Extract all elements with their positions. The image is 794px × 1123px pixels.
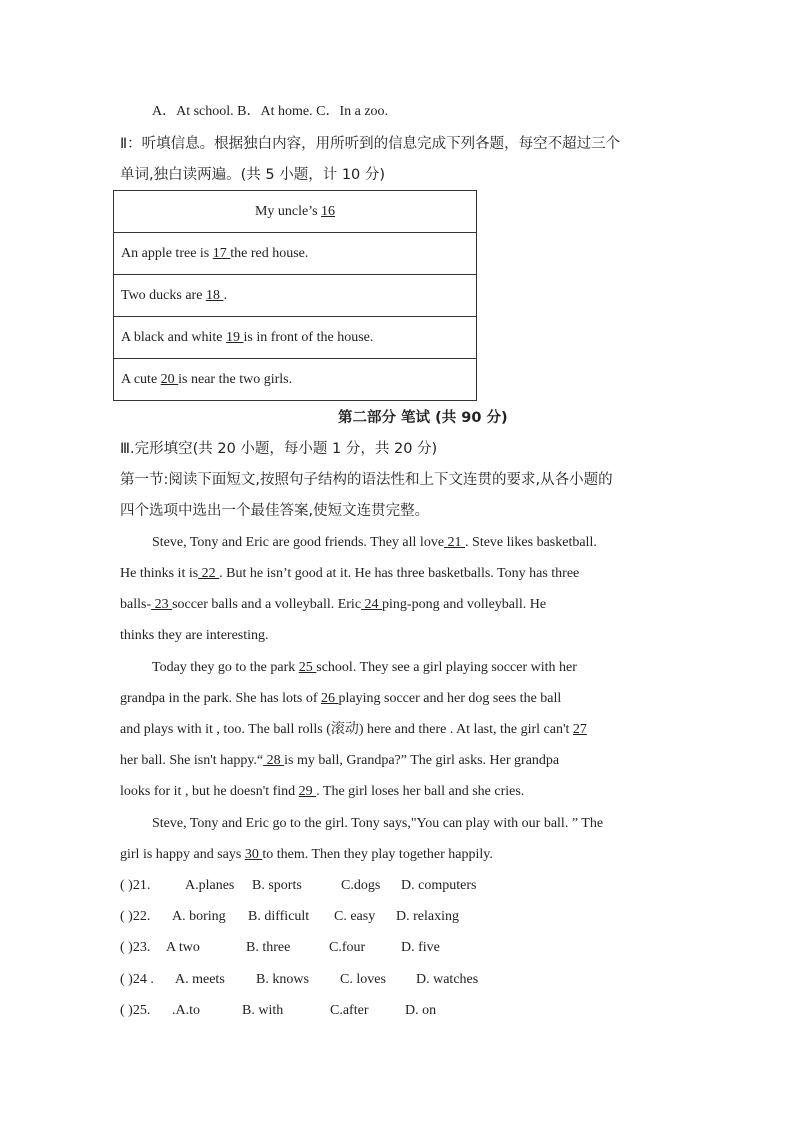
part-2-title: 第二部分 笔试 (共 90 分)	[338, 410, 508, 426]
passage-line: and plays with it , too. The ball rolls (滚动) here and there . At last, the girl can't 27	[120, 722, 587, 737]
section-1-instruction: 第一节:阅读下面短文,按照句子结构的语法性和上下文连贯的要求,从各小题的	[120, 472, 613, 488]
section-3-heading: Ⅲ.完形填空(共 20 小题，每小题 1 分，共 20 分)	[120, 441, 438, 457]
passage-line: thinks they are interesting.	[120, 628, 269, 643]
table-row	[114, 275, 477, 317]
passage-line: Steve, Tony and Eric are good friends. They all love 21 . Steve likes basketball.	[152, 535, 597, 550]
table-cell: A black and white 19 is in front of the house.	[114, 317, 477, 359]
passage-line: Steve, Tony and Eric go to the girl. Tony says,"You can play with our ball. ” The	[152, 816, 604, 831]
passage-line: Today they go to the park 25 school. They see a girl playing soccer with her	[152, 660, 577, 675]
table-row	[114, 317, 477, 359]
passage-line: her ball. She isn't happy.“ 28 is my ball, Grandpa?” The girl asks. Her grandpa	[120, 753, 560, 768]
blank-23: 23	[151, 597, 173, 612]
blank-26: 26	[321, 691, 339, 706]
section-1-instruction-cont: 四个选项中选出一个最佳答案,使短文连贯完整。	[120, 503, 430, 519]
question-22: ( )22. A. boring B. difficult C. easy D. relaxing	[120, 909, 459, 924]
blank-27: 27	[572, 722, 587, 737]
table-cell: Two ducks are 18 .	[114, 275, 477, 317]
blank-24: 24	[361, 597, 383, 612]
question-21: ( )21. A.planes B. sports C.dogs D. computers	[120, 878, 477, 893]
previous-question-options: A．At school. B．At home. C．In a zoo.	[152, 104, 389, 119]
blank-28: 28	[263, 753, 285, 768]
blank-17: 17	[212, 245, 231, 261]
passage-line: balls- 23 soccer balls and a volleyball. Eric 24 ping-pong and volleyball. He	[120, 597, 547, 612]
listening-info-table	[113, 190, 477, 401]
table-row	[114, 233, 477, 275]
blank-30: 30	[244, 847, 263, 862]
passage-line: grandpa in the park. She has lots of 26 playing soccer and her dog sees the ball	[120, 691, 562, 706]
blank-29: 29	[298, 784, 317, 799]
passage-line: He thinks it is 22 . But he isn’t good at it. He has three basketballs. Tony has three	[120, 566, 580, 581]
blank-16: 16	[321, 203, 336, 219]
blank-25: 25	[298, 660, 317, 675]
blank-21: 21	[444, 535, 466, 550]
table-row	[114, 359, 477, 401]
section-2-heading: Ⅱ：听填信息。根据独白内容，用所听到的信息完成下列各题，每空不超过三个	[120, 136, 621, 152]
passage-line: looks for it , but he doesn't find 29 . The girl loses her ball and she cries.	[120, 784, 525, 799]
table-cell: An apple tree is 17 the red house.	[114, 233, 477, 275]
question-24: ( )24 . A. meets B. knows C. loves D. watches	[120, 972, 479, 987]
table-row	[114, 191, 477, 233]
section-2-heading-cont: 单词,独白读两遍。(共 5 小题，计 10 分)	[120, 167, 386, 183]
passage-line: girl is happy and says 30 to them. Then they play together happily.	[120, 847, 493, 862]
table-cell: A cute 20 is near the two girls.	[114, 359, 477, 401]
table-cell: My uncle’s 16	[114, 191, 477, 233]
blank-22: 22	[198, 566, 220, 581]
question-23: ( )23. A two B. three C.four D. five	[120, 940, 440, 955]
blank-18: 18	[205, 287, 224, 303]
blank-19: 19	[225, 329, 244, 345]
question-25: ( )25. .A.to B. with C.after D. on	[120, 1003, 437, 1018]
blank-20: 20	[160, 371, 179, 387]
